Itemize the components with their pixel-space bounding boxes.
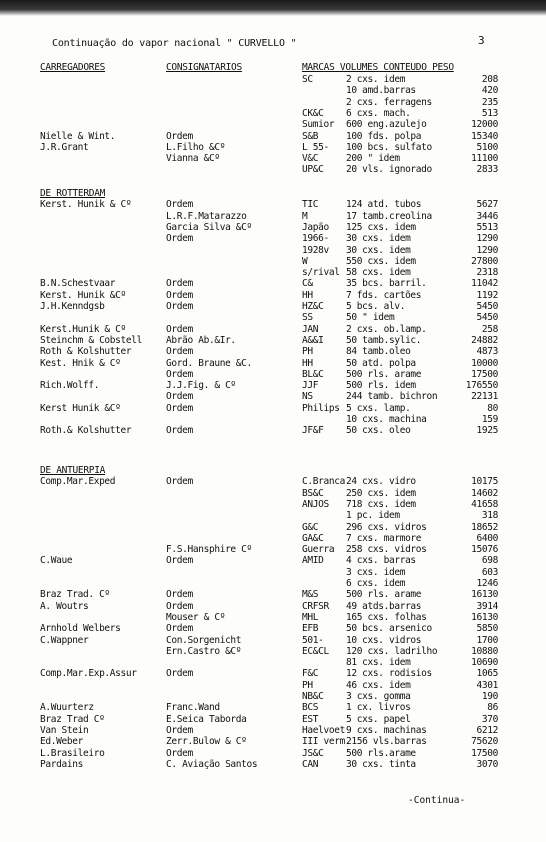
cell-mark: EFB bbox=[302, 623, 319, 635]
cell-shipper: L.Brasileiro bbox=[40, 747, 105, 759]
cell-volumes: 550 cxs. idem bbox=[346, 255, 416, 267]
cell-volumes: 1 cx. livros bbox=[346, 702, 411, 714]
cell-volumes: 3 cxs. gomma bbox=[346, 691, 411, 702]
cell-mark: G&C bbox=[302, 521, 319, 533]
cell-weight: 1246 bbox=[476, 578, 498, 589]
cell-shipper: Roth & Kolshutter bbox=[40, 346, 132, 358]
cell-volumes: 244 tamb. bichron bbox=[346, 391, 438, 403]
table-row bbox=[0, 567, 546, 578]
cell-volumes: 50 " idem bbox=[346, 312, 395, 324]
cell-mark: M&S bbox=[302, 589, 319, 601]
cell-weight: 14602 bbox=[471, 487, 498, 499]
cell-shipper: A.Wuurterz bbox=[40, 702, 94, 714]
table-row bbox=[0, 499, 546, 510]
cell-volumes: 600 eng.azulejo bbox=[346, 119, 427, 131]
table-row bbox=[0, 233, 546, 244]
table-row bbox=[0, 612, 546, 623]
cell-consignee: Ordem bbox=[166, 130, 193, 142]
cell-weight: 15076 bbox=[471, 544, 498, 556]
cell-weight: 1290 bbox=[476, 244, 498, 256]
table-row bbox=[0, 555, 546, 566]
table-row bbox=[0, 578, 546, 589]
table-row bbox=[0, 153, 546, 164]
cell-mark: TIC bbox=[302, 199, 319, 211]
table-row bbox=[0, 256, 546, 267]
header-consignatarios: CONSIGNATARIOS bbox=[166, 62, 242, 73]
cell-volumes: 3 cxs. idem bbox=[346, 566, 406, 578]
cell-mark: CAN bbox=[302, 758, 319, 770]
cell-weight: 10880 bbox=[471, 645, 498, 657]
cell-consignee: Ordem bbox=[166, 301, 193, 312]
cell-weight: 3070 bbox=[476, 758, 498, 770]
cell-weight: 420 bbox=[481, 85, 498, 97]
table-row bbox=[0, 623, 546, 634]
cell-consignee: L.R.F.Matarazzo bbox=[166, 210, 247, 222]
cell-consignee: Ordem bbox=[166, 346, 193, 358]
cell-weight: 2833 bbox=[476, 164, 498, 176]
scan-top-edge bbox=[0, 0, 546, 16]
cell-shipper: J.R.Grant bbox=[40, 141, 89, 153]
cell-mark: CRFSR bbox=[302, 600, 329, 612]
table-row bbox=[0, 335, 546, 346]
cell-weight: 208 bbox=[481, 74, 498, 85]
cell-weight: 370 bbox=[481, 713, 498, 725]
table-row bbox=[0, 425, 546, 436]
cell-weight: 5450 bbox=[476, 312, 498, 324]
cell-weight: 41658 bbox=[471, 498, 498, 510]
cell-mark: CK&C bbox=[302, 107, 324, 119]
cell-shipper: Kerst. Hunik &Cº bbox=[40, 289, 126, 301]
cell-shipper: Comp.Mar.Exped bbox=[40, 476, 116, 488]
cell-volumes: 9 cxs. machinas bbox=[346, 724, 427, 736]
table-row bbox=[0, 119, 546, 130]
cell-weight: 1925 bbox=[476, 425, 498, 437]
table-row bbox=[0, 668, 546, 679]
cell-mark: AMID bbox=[302, 555, 324, 567]
cell-mark: JJF bbox=[302, 380, 319, 392]
cell-mark: 1966- bbox=[302, 233, 329, 245]
table-row bbox=[0, 245, 546, 256]
cell-volumes: 2 cxs. ob.lamp. bbox=[346, 323, 427, 335]
cell-consignee: Ordem bbox=[166, 323, 193, 335]
cell-shipper: B.N.Schestvaar bbox=[40, 278, 116, 290]
cell-mark: PH bbox=[302, 679, 313, 691]
cell-weight: 1700 bbox=[476, 634, 498, 646]
table-row bbox=[0, 702, 546, 713]
cell-weight: 4873 bbox=[476, 346, 498, 358]
cell-consignee: Zerr.Bulow & Cº bbox=[166, 736, 247, 748]
cell-weight: 258 bbox=[481, 323, 498, 335]
table-row bbox=[0, 358, 546, 369]
cell-weight: 159 bbox=[481, 414, 498, 425]
cell-consignee: Ordem bbox=[166, 724, 193, 736]
cell-consignee: L.Filho &Cº bbox=[166, 141, 226, 153]
cell-volumes: 5 cxs. lamp. bbox=[346, 402, 411, 414]
cell-volumes: 12 cxs. rodisios bbox=[346, 668, 432, 680]
cell-mark: s/rival bbox=[302, 267, 340, 279]
cell-consignee: Ordem bbox=[166, 555, 193, 567]
cell-consignee: Ordem bbox=[166, 476, 193, 488]
cell-mark: M bbox=[302, 210, 308, 222]
cell-weight: 27800 bbox=[471, 255, 498, 267]
table-row bbox=[0, 301, 546, 312]
cell-consignee: Ordem bbox=[166, 668, 193, 680]
cell-volumes: 7 fds. cartões bbox=[346, 289, 422, 301]
cell-weight: 10175 bbox=[471, 476, 498, 488]
table-row bbox=[0, 222, 546, 233]
cell-weight: 5450 bbox=[476, 301, 498, 312]
cell-consignee: Ordem bbox=[166, 233, 193, 245]
cell-mark: Haelvoet bbox=[302, 724, 345, 736]
cell-consignee: Con.Sorgenicht bbox=[166, 634, 242, 646]
cell-weight: 318 bbox=[481, 510, 498, 522]
cell-mark: 1928v bbox=[302, 244, 329, 256]
cell-weight: 75620 bbox=[471, 736, 498, 748]
table-row bbox=[0, 324, 546, 335]
cell-volumes: 30 cxs. idem bbox=[346, 244, 411, 256]
cell-volumes: 58 cxs. idem bbox=[346, 267, 411, 279]
cell-volumes: 10 cxs. machina bbox=[346, 414, 427, 425]
cell-consignee: C. Aviação Santos bbox=[166, 758, 258, 770]
cell-consignee: Garcia Silva &Cº bbox=[166, 221, 252, 233]
cell-weight: 80 bbox=[487, 402, 498, 414]
page-title: Continuação do vapor nacional " CURVELLO " bbox=[52, 38, 297, 49]
cell-mark: HZ&C bbox=[302, 301, 324, 312]
cell-volumes: 24 cxs. vidro bbox=[346, 476, 416, 488]
cell-mark: C& bbox=[302, 278, 313, 290]
cell-volumes: 84 tamb.oleo bbox=[346, 346, 411, 358]
cell-weight: 10000 bbox=[471, 357, 498, 369]
cell-volumes: 81 cxs. idem bbox=[346, 657, 411, 669]
cell-weight: 11100 bbox=[471, 153, 498, 165]
cell-shipper: Comp.Mar.Exp.Assur bbox=[40, 668, 137, 680]
cell-weight: 513 bbox=[481, 107, 498, 119]
cell-mark: UP&C bbox=[302, 164, 324, 176]
cell-weight: 17500 bbox=[471, 368, 498, 380]
cell-weight: 24882 bbox=[471, 334, 498, 346]
table-row bbox=[0, 380, 546, 391]
cell-weight: 18652 bbox=[471, 521, 498, 533]
table-row bbox=[0, 97, 546, 108]
cell-consignee: Ordem bbox=[166, 199, 193, 211]
cell-weight: 5850 bbox=[476, 623, 498, 635]
cell-shipper: Kest. Hnik & Cº bbox=[40, 357, 121, 369]
cell-mark: NB&C bbox=[302, 691, 324, 702]
cell-volumes: 50 tamb.sylic. bbox=[346, 334, 422, 346]
cell-mark: L 55- bbox=[302, 141, 329, 153]
cell-volumes: 296 cxs. vidros bbox=[346, 521, 427, 533]
cell-shipper: A. Woutrs bbox=[40, 600, 89, 612]
cell-volumes: 500 rls. idem bbox=[346, 380, 416, 392]
cell-volumes: 2 cxs. ferragens bbox=[346, 96, 432, 108]
cell-shipper: Pardains bbox=[40, 758, 83, 770]
cell-volumes: 165 cxs. folhas bbox=[346, 611, 427, 623]
cell-consignee: Ordem bbox=[166, 747, 193, 759]
cell-mark: III verm. bbox=[302, 736, 351, 748]
header-carregadores: CARREGADORES bbox=[40, 62, 106, 73]
cell-mark: S&B bbox=[302, 130, 319, 142]
cell-weight: 1065 bbox=[476, 668, 498, 680]
cell-mark: Sumior bbox=[302, 119, 335, 131]
table-row bbox=[0, 278, 546, 289]
cell-volumes: 120 cxs. ladrilho bbox=[346, 645, 438, 657]
cell-consignee: Ordem bbox=[166, 278, 193, 290]
cell-volumes: 100 bcs. sulfato bbox=[346, 141, 432, 153]
table-row bbox=[0, 522, 546, 533]
cell-volumes: 250 cxs. idem bbox=[346, 487, 416, 499]
cell-volumes: 500 rls.arame bbox=[346, 747, 416, 759]
cell-volumes: 6 cxs. idem bbox=[346, 578, 406, 589]
cell-weight: 235 bbox=[481, 96, 498, 108]
cell-weight: 5513 bbox=[476, 221, 498, 233]
cell-volumes: 7 cxs. marmore bbox=[346, 532, 422, 544]
cell-weight: 5100 bbox=[476, 141, 498, 153]
cell-volumes: 100 fds. polpa bbox=[346, 130, 422, 142]
table-row bbox=[0, 164, 546, 175]
cell-mark: GA&C bbox=[302, 532, 324, 544]
cell-consignee: Franc.Wand bbox=[166, 702, 220, 714]
cell-mark: BCS bbox=[302, 702, 319, 714]
cell-shipper: Braz Trad. Cº bbox=[40, 589, 110, 601]
cell-volumes: 5 bcs. alv. bbox=[346, 301, 406, 312]
cell-volumes: 4 cxs. barras bbox=[346, 555, 416, 567]
cell-consignee: Ordem bbox=[166, 589, 193, 601]
cell-mark: A&&I bbox=[302, 334, 324, 346]
table-row bbox=[0, 510, 546, 521]
table-row bbox=[0, 714, 546, 725]
cell-weight: 5627 bbox=[476, 199, 498, 211]
cell-volumes: 2156 vls.barras bbox=[346, 736, 427, 748]
cell-consignee: Gord. Braune &C. bbox=[166, 357, 252, 369]
cell-consignee: Ordem bbox=[166, 368, 193, 380]
cell-weight: 15340 bbox=[471, 130, 498, 142]
cell-consignee: Ordem bbox=[166, 402, 193, 414]
cell-weight: 6212 bbox=[476, 724, 498, 736]
table-row bbox=[0, 748, 546, 759]
cell-volumes: 2 cxs. idem bbox=[346, 74, 406, 85]
cell-mark: Philips bbox=[302, 402, 340, 414]
cell-shipper: C.Waue bbox=[40, 555, 73, 567]
cell-volumes: 50 cxs. oleo bbox=[346, 425, 411, 437]
cell-weight: 86 bbox=[487, 702, 498, 714]
cell-mark: HH bbox=[302, 289, 313, 301]
cell-volumes: 6 cxs. mach. bbox=[346, 107, 411, 119]
cell-mark: F&C bbox=[302, 668, 319, 680]
table-row bbox=[0, 199, 546, 210]
cell-volumes: 5 cxs. papel bbox=[346, 713, 411, 725]
cell-volumes: 46 cxs. idem bbox=[346, 679, 411, 691]
cell-consignee: Ordem bbox=[166, 623, 193, 635]
table-row bbox=[0, 346, 546, 357]
table-row bbox=[0, 691, 546, 702]
cell-volumes: 50 bcs. arsenico bbox=[346, 623, 432, 635]
cell-weight: 603 bbox=[481, 566, 498, 578]
cell-mark: NS bbox=[302, 391, 313, 403]
table-row bbox=[0, 589, 546, 600]
cell-weight: 176550 bbox=[465, 380, 498, 392]
page-number: 3 bbox=[478, 34, 485, 47]
table-row bbox=[0, 131, 546, 142]
cell-consignee: Abrão Ab.&Ir. bbox=[166, 334, 236, 346]
cell-shipper: Rich.Wolff. bbox=[40, 380, 100, 392]
cell-volumes: 10 cxs. vidros bbox=[346, 634, 422, 646]
table-row bbox=[0, 680, 546, 691]
table-row bbox=[0, 725, 546, 736]
cell-consignee: Ordem bbox=[166, 289, 193, 301]
cell-weight: 12000 bbox=[471, 119, 498, 131]
table-row bbox=[0, 544, 546, 555]
cell-weight: 190 bbox=[481, 691, 498, 702]
table-row bbox=[0, 657, 546, 668]
table-row bbox=[0, 312, 546, 323]
cell-volumes: 20 vls. ignorado bbox=[346, 164, 432, 176]
cell-consignee: Ordem bbox=[166, 600, 193, 612]
cell-volumes: 500 rls. arame bbox=[346, 589, 422, 601]
cell-mark: Guerra bbox=[302, 544, 335, 556]
cell-weight: 3446 bbox=[476, 210, 498, 222]
cell-volumes: 125 cxs. idem bbox=[346, 221, 416, 233]
cell-mark: EST bbox=[302, 713, 319, 725]
cell-shipper: Kerst. Hunik & Cº bbox=[40, 199, 132, 211]
cell-volumes: 50 atd. polpa bbox=[346, 357, 416, 369]
table-row bbox=[0, 369, 546, 380]
cell-mark: C.Branca bbox=[302, 476, 345, 488]
cell-shipper: Steinchm & Cobstell bbox=[40, 334, 143, 346]
section-label: DE ROTTERDAM bbox=[40, 188, 106, 199]
cell-shipper: Nielle & Wint. bbox=[40, 130, 116, 142]
cell-weight: 1192 bbox=[476, 289, 498, 301]
cell-shipper: Van Stein bbox=[40, 724, 89, 736]
cell-mark: Japão bbox=[302, 221, 329, 233]
table-row bbox=[0, 74, 546, 85]
table-row bbox=[0, 290, 546, 301]
cell-mark: PH bbox=[302, 346, 313, 358]
cell-weight: 11042 bbox=[471, 278, 498, 290]
cell-shipper: Ed.Weber bbox=[40, 736, 83, 748]
cell-shipper: C.Wappner bbox=[40, 634, 89, 646]
cell-consignee: J.J.Fig. & Cº bbox=[166, 380, 236, 392]
cell-volumes: 30 cxs. idem bbox=[346, 233, 411, 245]
cell-shipper: Roth.& Kolshutter bbox=[40, 425, 132, 437]
cell-mark: BL&C bbox=[302, 368, 324, 380]
table-row bbox=[0, 736, 546, 747]
cell-volumes: 718 cxs. idem bbox=[346, 498, 416, 510]
cell-volumes: 10 amd.barras bbox=[346, 85, 416, 97]
cell-mark: JAN bbox=[302, 323, 319, 335]
cell-mark: BS&C bbox=[302, 487, 324, 499]
cell-mark: SS bbox=[302, 312, 313, 324]
table-row bbox=[0, 635, 546, 646]
cell-mark: V&C bbox=[302, 153, 319, 165]
cell-consignee: Vianna &Cº bbox=[166, 153, 220, 165]
table-row bbox=[0, 533, 546, 544]
table-row bbox=[0, 759, 546, 770]
cell-weight: 1290 bbox=[476, 233, 498, 245]
cell-consignee: F.S.Hansphire Cº bbox=[166, 544, 252, 556]
cell-mark: ANJOS bbox=[302, 498, 329, 510]
table-row bbox=[0, 488, 546, 499]
table-row bbox=[0, 414, 546, 425]
cell-mark: JF&F bbox=[302, 425, 324, 437]
cell-shipper: Braz Trad Cº bbox=[40, 713, 105, 725]
cell-mark: SC bbox=[302, 74, 313, 85]
section-label: DE ANTUERPIA bbox=[40, 465, 106, 476]
cell-volumes: 200 " idem bbox=[346, 153, 400, 165]
cell-weight: 10690 bbox=[471, 657, 498, 669]
table-row bbox=[0, 85, 546, 96]
cell-shipper: Kerst.Hunik & Cº bbox=[40, 323, 126, 335]
cell-mark: MHL bbox=[302, 611, 319, 623]
cell-mark: JS&C bbox=[302, 747, 324, 759]
cell-consignee: E.Seica Taborda bbox=[166, 713, 247, 725]
cell-weight: 22131 bbox=[471, 391, 498, 403]
cell-weight: 698 bbox=[481, 555, 498, 567]
cell-volumes: 124 atd. tubos bbox=[346, 199, 422, 211]
cell-weight: 3914 bbox=[476, 600, 498, 612]
cell-mark: 501- bbox=[302, 634, 324, 646]
cell-shipper: Arnhold Welbers bbox=[40, 623, 121, 635]
table-row bbox=[0, 476, 546, 487]
cell-weight: 4301 bbox=[476, 679, 498, 691]
cell-volumes: 258 cxs. vidros bbox=[346, 544, 427, 556]
cell-volumes: 1 pc. idem bbox=[346, 510, 400, 522]
cell-volumes: 35 bcs. barril. bbox=[346, 278, 427, 290]
cell-consignee: Ern.Castro &Cº bbox=[166, 645, 242, 657]
table-row bbox=[0, 267, 546, 278]
cell-weight: 6400 bbox=[476, 532, 498, 544]
table-row bbox=[0, 108, 546, 119]
cell-consignee: Ordem bbox=[166, 391, 193, 403]
cell-weight: 2318 bbox=[476, 267, 498, 279]
cell-mark: HH bbox=[302, 357, 313, 369]
cell-weight: 17500 bbox=[471, 747, 498, 759]
cell-volumes: 30 cxs. tinta bbox=[346, 758, 416, 770]
table-row bbox=[0, 142, 546, 153]
cell-volumes: 500 rls. arame bbox=[346, 368, 422, 380]
table-row bbox=[0, 601, 546, 612]
cell-weight: 16130 bbox=[471, 611, 498, 623]
table-row bbox=[0, 391, 546, 402]
cell-shipper: Kerst Hunik &Cº bbox=[40, 402, 121, 414]
cell-consignee: Ordem bbox=[166, 425, 193, 437]
cell-mark: W bbox=[302, 255, 308, 267]
cell-mark: EC&CL bbox=[302, 645, 329, 657]
continua-footer: -Continua- bbox=[408, 795, 466, 806]
header-marcas: MARCAS VOLUMES CONTEUDO PESO bbox=[302, 62, 454, 73]
table-row bbox=[0, 403, 546, 414]
table-row bbox=[0, 211, 546, 222]
table-row bbox=[0, 646, 546, 657]
cell-weight: 16130 bbox=[471, 589, 498, 601]
cell-consignee: Mouser & Cº bbox=[166, 611, 226, 623]
cell-shipper: J.H.Kenndgsb bbox=[40, 301, 105, 312]
cell-volumes: 17 tamb.creolina bbox=[346, 210, 432, 222]
cell-volumes: 49 atds.barras bbox=[346, 600, 422, 612]
